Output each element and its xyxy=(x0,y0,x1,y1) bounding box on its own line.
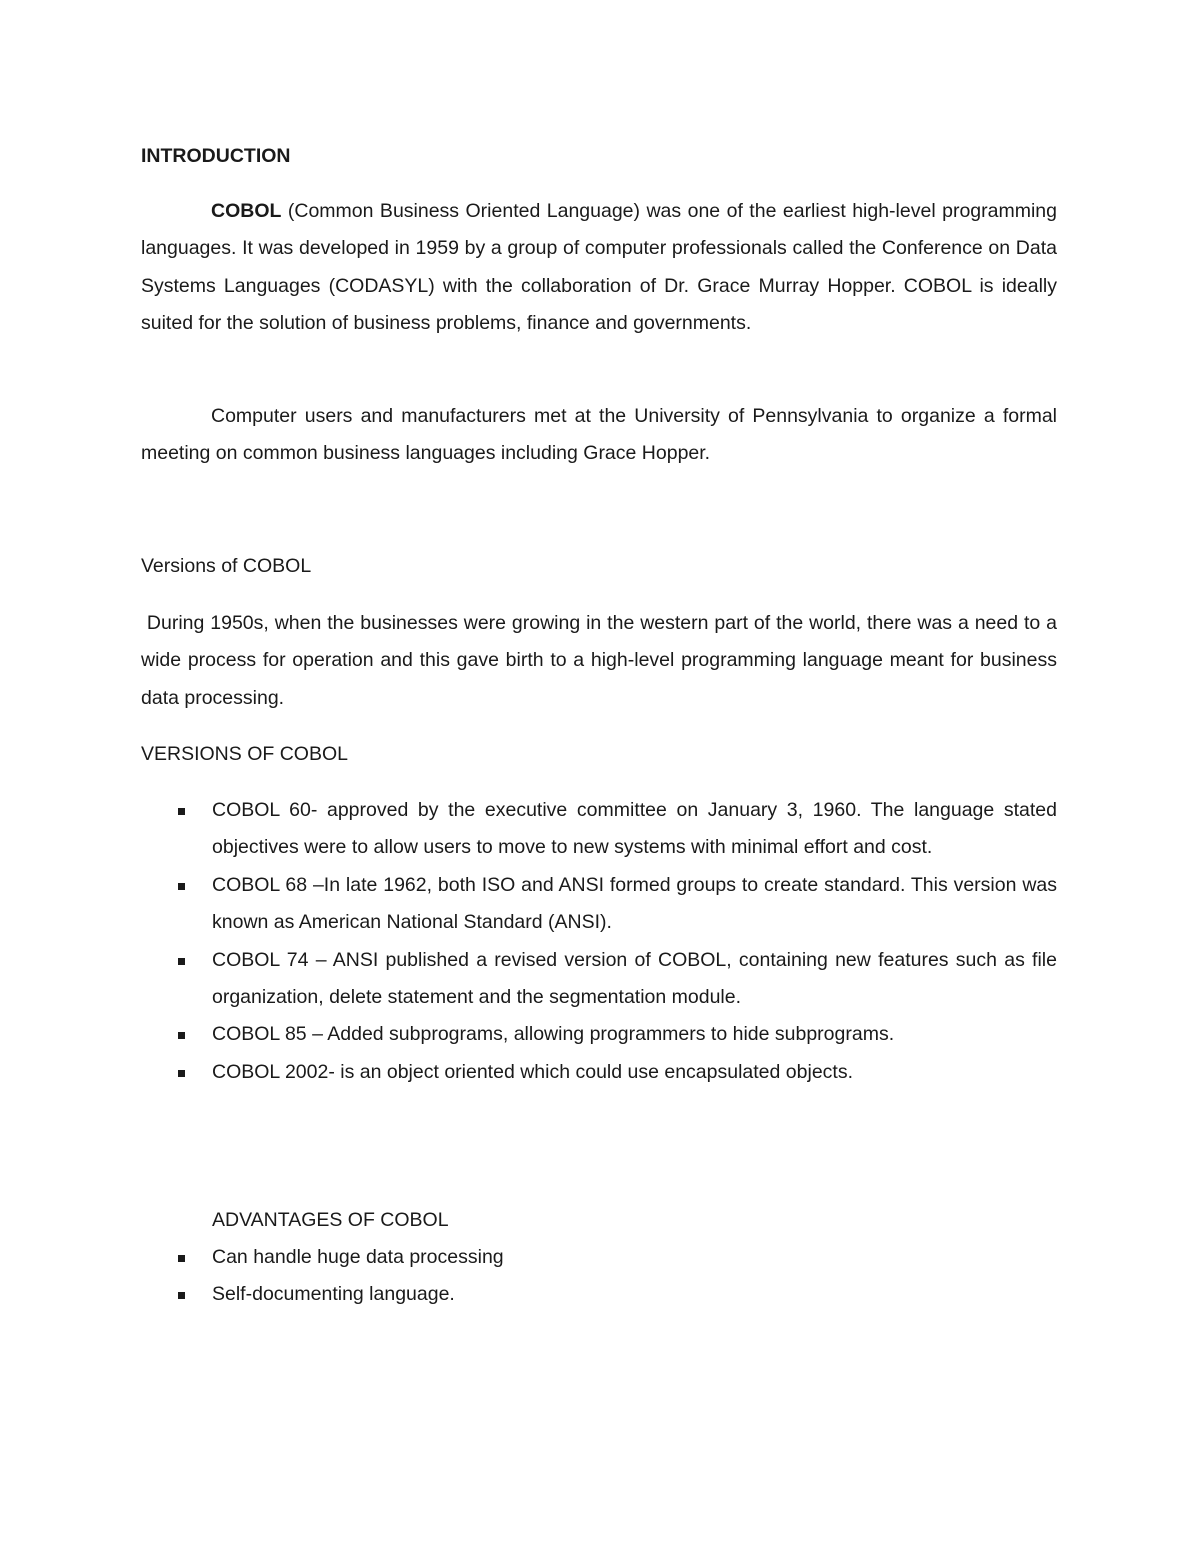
list-item xyxy=(141,792,1057,867)
advantages-list xyxy=(141,1239,1057,1314)
bullet-icon xyxy=(178,808,185,815)
cobol-term: COBOL xyxy=(211,200,282,222)
list-item xyxy=(141,867,1057,942)
introduction-paragraph-2 xyxy=(141,398,1057,473)
bullet-icon xyxy=(178,958,185,965)
list-item xyxy=(141,1054,1057,1091)
versions-section xyxy=(141,548,1057,585)
versions-paragraph xyxy=(141,605,1063,717)
list-item xyxy=(141,1276,1057,1313)
versions-list xyxy=(141,792,1057,1091)
versions-heading: Versions of COBOL xyxy=(141,555,312,577)
bullet-icon xyxy=(178,1070,185,1077)
advantages-heading: ADVANTAGES OF COBOL xyxy=(212,1209,449,1231)
versions-subsection xyxy=(141,736,1057,773)
introduction-section xyxy=(141,138,1057,175)
introduction-paragraph-1 xyxy=(141,193,1057,343)
introduction-heading: INTRODUCTION xyxy=(141,145,291,167)
bullet-icon xyxy=(178,1255,185,1262)
list-item-text: COBOL 85 – Added subprograms, allowing programmers to hide subprograms. xyxy=(212,1023,895,1046)
list-item-text: Can handle huge data processing xyxy=(212,1246,504,1268)
list-item xyxy=(141,1239,1057,1276)
paragraph-rest: (Common Business Oriented Language) was one of the earliest high-level programming languages. It was developed in 1959 by a group of computer professionals called the Conference on Data Systems Languages (CODASYL) with the collaboration of Dr. Grace Murray Hopper. COBOL is ideally suited for the solution of business problems, finance and governments. xyxy=(141,200,1057,335)
paragraph-text: During 1950s, when the businesses were growing in the western part of the world, there was a need to a wide process for operation and this gave birth to a high-level programming language meant for business data processing. xyxy=(141,612,1063,709)
list-item-text: Self-documenting language. xyxy=(212,1283,455,1306)
list-item xyxy=(141,942,1057,1017)
paragraph-text: Computer users and manufacturers met at the University of Pennsylvania to organize a formal meeting on common business languages including Grace Hopper. xyxy=(141,405,1057,465)
advantages-section xyxy=(141,1202,1057,1239)
list-item-text: COBOL 68 –In late 1962, both ISO and ANSI formed groups to create standard. This version was known as American National Standard (ANSI). xyxy=(212,873,1057,934)
list-item-text: COBOL 2002- is an object oriented which could use encapsulated objects. xyxy=(212,1060,853,1083)
bullet-icon xyxy=(178,1292,185,1299)
bullet-icon xyxy=(178,1032,185,1039)
list-item-text: COBOL 74 – ANSI published a revised version of COBOL, containing new features such as file organization, delete statement and the segmentation module. xyxy=(212,948,1057,1009)
versions-subheading: VERSIONS OF COBOL xyxy=(141,743,348,765)
bullet-icon xyxy=(178,883,185,890)
list-item xyxy=(141,1016,1057,1053)
list-item-text: COBOL 60- approved by the executive committee on January 3, 1960. The language stated objectives were to allow users to move to new systems with minimal effort and cost. xyxy=(212,799,1057,859)
paragraph-text xyxy=(141,193,1057,343)
